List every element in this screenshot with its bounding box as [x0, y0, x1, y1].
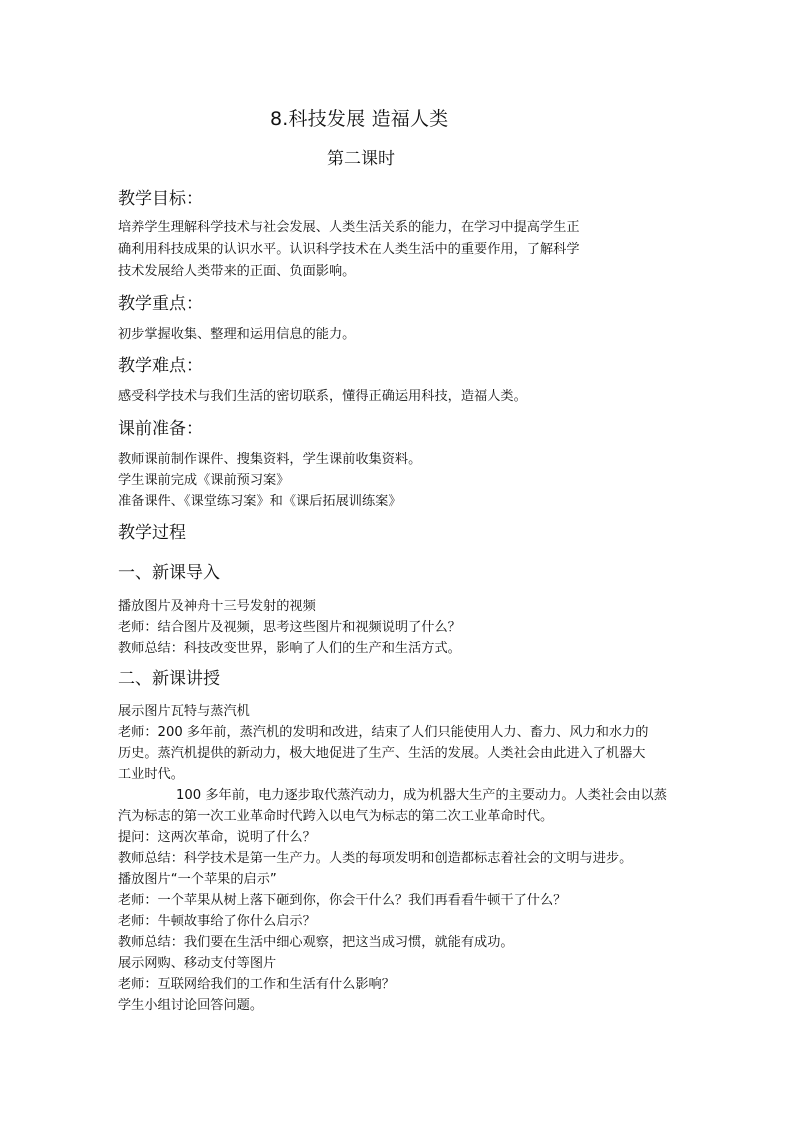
lecture-line-8: 教师总结：科学技术是第一生产力。人类的每项发明和创造都标志着社会的文明与进步。	[118, 851, 633, 866]
intro-line-2: 老师：结合图片及视频，思考这些图片和视频说明了什么？	[118, 620, 461, 635]
lecture-line-5: 100 多年前，电力逐步取代蒸汽动力，成为机器大生产的主要动力。人类社会由以蒸	[176, 788, 667, 803]
document-title: 8.科技发展 造福人类	[270, 108, 449, 130]
lecture-line-12: 教师总结：我们要在生活中细心观察，把这当成习惯，就能有成功。	[118, 935, 514, 950]
lecture-line-7: 提问：这两次革命，说明了什么？	[118, 830, 316, 845]
lecture-line-11: 老师：牛顿故事给了你什么启示？	[118, 914, 316, 929]
lecture-line-13: 展示网购、移动支付等图片	[118, 956, 277, 971]
lecture-line-4: 工业时代。	[118, 767, 184, 782]
objectives-line-1: 培养学生理解科学技术与社会发展、人类生活关系的能力，在学习中提高学生正	[118, 220, 580, 235]
lecture-line-15: 学生小组讨论回答问题。	[118, 998, 264, 1013]
lecture-line-6: 汽为标志的第一次工业革命时代跨入以电气为标志的第二次工业革命时代。	[118, 809, 554, 824]
section-heading-objectives: 教学目标：	[118, 189, 203, 209]
key-points-line-1: 初步掌握收集、整理和运用信息的能力。	[118, 327, 356, 342]
objectives-line-2: 确利用科技成果的认识水平。认识科学技术在人类生活中的重要作用，了解科学	[118, 242, 580, 257]
difficulties-line-1: 感受科学技术与我们生活的密切联系，懂得正确运用科技，造福人类。	[118, 389, 527, 404]
objectives-line-3: 技术发展给人类带来的正面、负面影响。	[118, 264, 356, 279]
lecture-line-10: 老师：一个苹果从树上落下砸到你，你会干什么？我们再看看牛顿干了什么？	[118, 893, 567, 908]
section-heading-difficulties: 教学难点：	[118, 356, 203, 376]
lecture-line-14: 老师：互联网给我们的工作和生活有什么影响？	[118, 977, 395, 992]
intro-line-3: 教师总结：科技改变世界，影响了人们的生产和生活方式。	[118, 641, 461, 656]
preparation-line-3: 准备课件、《课堂练习案》和《课后拓展训练案》	[118, 494, 402, 509]
preparation-line-1: 教师课前制作课件、搜集资料，学生课前收集资料。	[118, 452, 422, 467]
lecture-line-2: 老师：200 多年前，蒸汽机的发明和改进，结束了人们只能使用人力、畜力、风力和水力的	[118, 725, 649, 740]
section-heading-process: 教学过程	[118, 523, 186, 543]
intro-line-1: 播放图片及神舟十三号发射的视频	[118, 599, 316, 614]
section-heading-lecture: 二、新课讲授	[118, 669, 220, 689]
document-subtitle: 第二课时	[327, 149, 395, 169]
section-heading-key-points: 教学重点：	[118, 294, 203, 314]
lecture-line-9: 播放图片“一个苹果的启示”	[118, 872, 277, 887]
preparation-line-2: 学生课前完成《课前预习案》	[118, 473, 290, 488]
lecture-line-3: 历史。蒸汽机提供的新动力，极大地促进了生产、生活的发展。人类社会由此进入了机器大	[118, 746, 646, 761]
section-heading-preparation: 课前准备：	[118, 419, 203, 439]
lecture-line-1: 展示图片瓦特与蒸汽机	[118, 704, 250, 719]
section-heading-intro: 一、新课导入	[118, 563, 220, 583]
